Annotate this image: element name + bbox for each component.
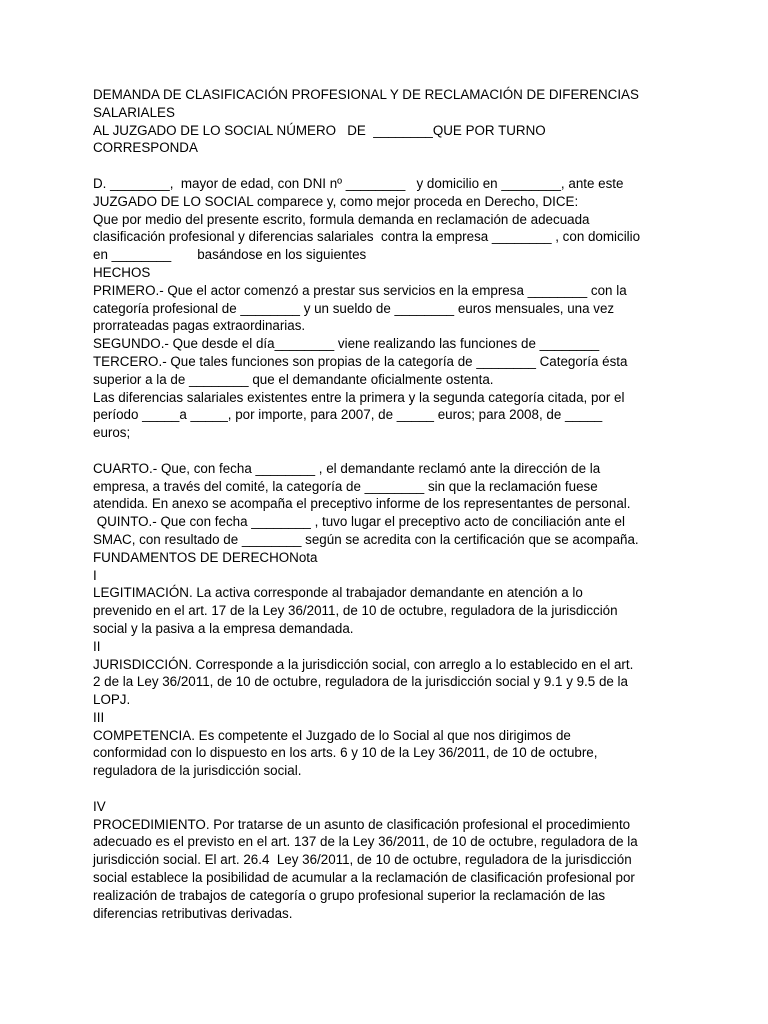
document-line: euros; (93, 425, 131, 441)
document-line: DEMANDA DE CLASIFICACIÓN PROFESIONAL Y DE RECLAMACIÓN DE DIFERENCIAS (93, 87, 639, 102)
document-body (93, 86, 693, 922)
document-line: social establece la posibilidad de acumular a la reclamación de clasificación profesional por (93, 870, 635, 886)
document-line: en ________ basándose en los siguientes (93, 247, 367, 263)
document-line: prevenido en el art. 17 de la Ley 36/2011, de 10 de octubre, reguladora de la jurisdicción (93, 603, 618, 619)
document-line: Que por medio del presente escrito, formula demanda en reclamación de adecuada (93, 211, 590, 227)
document-line: empresa, a través del comité, la categoría de ________ sin que la reclamación fuese (93, 478, 598, 494)
document-line: JUZGADO DE LO SOCIAL comparece y, como mejor proceda en Derecho, DICE: (93, 193, 579, 209)
document-line: SMAC, con resultado de ________ según se acredita con la certificación que se acompaña. (93, 531, 639, 547)
document-line: PRIMERO.- Que el actor comenzó a prestar sus servicios en la empresa ________ con la (93, 282, 627, 298)
document-line: II (93, 638, 101, 654)
document-line: CUARTO.- Que, con fecha ________ , el demandante reclamó ante la dirección de la (93, 460, 601, 476)
document-line: categoría profesional de ________ y un sueldo de ________ euros mensuales, una vez (93, 300, 615, 316)
document-line: reguladora de la jurisdicción social. (93, 763, 302, 779)
document-line: PROCEDIMIENTO. Por tratarse de un asunto de clasificación profesional el procedimiento (93, 816, 631, 832)
document-line: HECHOS (93, 264, 151, 280)
document-line: AL JUZGADO DE LO SOCIAL NÚMERO DE ________QUE POR TURNO (93, 122, 546, 138)
document-line: LOPJ. (93, 692, 131, 708)
document-line: TERCERO.- Que tales funciones son propias de la categoría de ________ Categoría ésta (93, 353, 628, 369)
document-line: atendida. En anexo se acompaña el preceptivo informe de los representantes de personal. (93, 496, 631, 512)
document-line: QUINTO.- Que con fecha ________ , tuvo lugar el preceptivo acto de conciliación ante el (93, 514, 625, 530)
document-line: jurisdicción social. El art. 26.4 Ley 36/2011, de 10 de octubre, reguladora de la jurisdicción (93, 852, 632, 868)
document-line: 2 de la Ley 36/2011, de 10 de octubre, reguladora de la jurisdicción social y 9.1 y 9.5 de la (93, 674, 628, 690)
document-line: IV (93, 798, 106, 814)
document-line: III (93, 709, 105, 725)
document-line: FUNDAMENTOS DE DERECHONota (93, 549, 318, 565)
document-line: JURISDICCIÓN. Corresponde a la jurisdicción social, con arreglo a lo establecido en el art. (93, 656, 634, 672)
document-line: realización de trabajos de categoría o grupo profesional superior la reclamación de las (93, 887, 606, 903)
document-line: adecuado es el previsto en el art. 137 de la Ley 36/2011, de 10 de octubre, reguladora de la (93, 834, 638, 850)
document-line: CORRESPONDA (93, 140, 198, 156)
document-line: COMPETENCIA. Es competente el Juzgado de lo Social al que nos dirigimos de (93, 727, 571, 743)
document-line (93, 780, 693, 798)
document-line: prorrateadas pagas extraordinarias. (93, 318, 306, 334)
document-line: D. ________, mayor de edad, con DNI nº ________ y domicilio en ________, ante este (93, 175, 624, 191)
document-line: SALARIALES (93, 104, 175, 120)
document-line: SEGUNDO.- Que desde el día________ viene realizando las funciones de ________ (93, 336, 600, 352)
document-line: I (93, 567, 97, 583)
document-line: LEGITIMACIÓN. La activa corresponde al trabajador demandante en atención a lo (93, 585, 583, 601)
document-line: período _____a _____, por importe, para 2007, de _____ euros; para 2008, de _____ (93, 407, 603, 423)
document-line: Las diferencias salariales existentes entre la primera y la segunda categoría citada, por el (93, 389, 625, 405)
document-line: conformidad con lo dispuesto en los arts. 6 y 10 de la Ley 36/2011, de 10 de octubre, (93, 745, 598, 761)
document-line: diferencias retributivas derivadas. (93, 905, 293, 921)
document-line: superior a la de ________ que el demandante oficialmente ostenta. (93, 371, 494, 387)
document-line: social y la pasiva a la empresa demandada. (93, 620, 354, 636)
document-line (93, 442, 693, 460)
document-line: clasificación profesional y diferencias salariales contra la empresa ________ , con domicilio (93, 229, 641, 245)
document-line (93, 157, 693, 175)
